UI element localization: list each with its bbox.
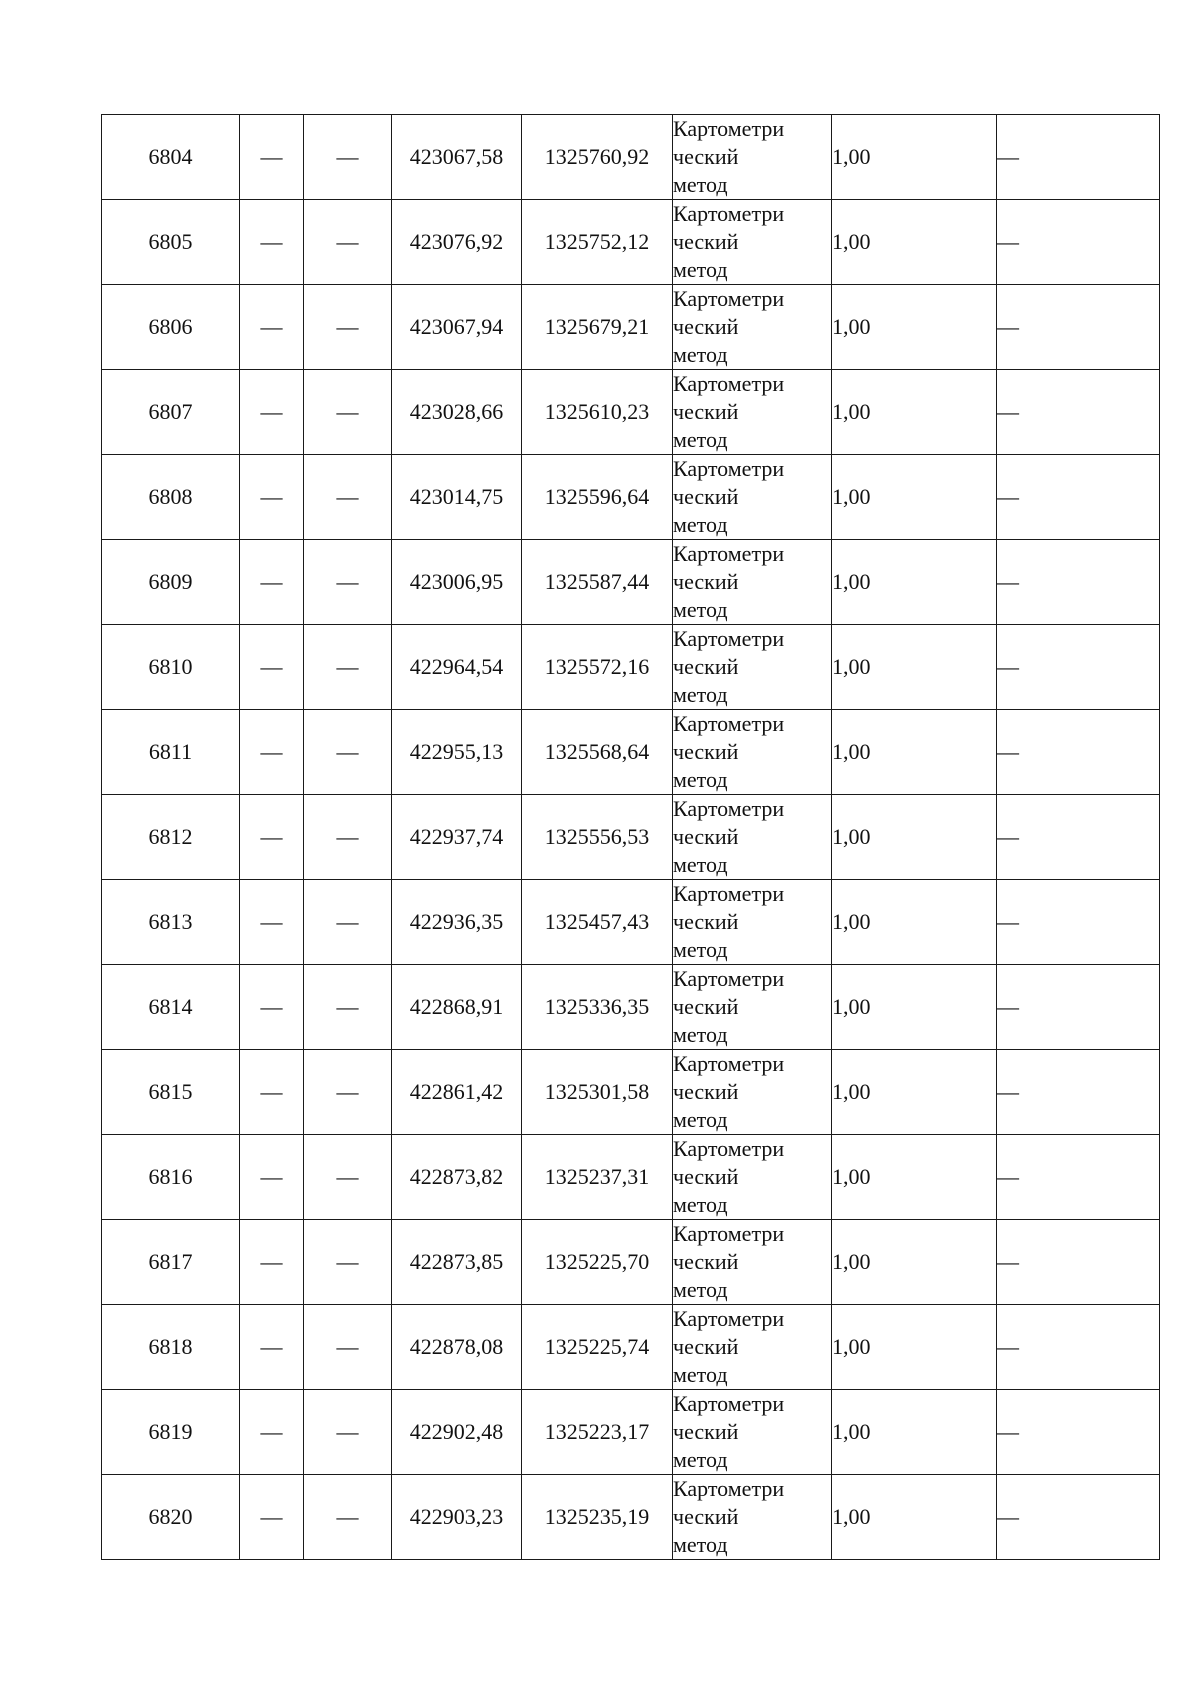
- x-coordinate-cell: 423076,92: [392, 200, 522, 285]
- x-coordinate-cell: 422878,08: [392, 1305, 522, 1390]
- empty-dash-cell: —: [997, 880, 1160, 965]
- empty-dash-cell: —: [304, 1135, 392, 1220]
- x-coordinate-cell: 422873,85: [392, 1220, 522, 1305]
- empty-dash-cell: —: [240, 880, 304, 965]
- accuracy-cell: 1,00: [832, 880, 997, 965]
- method-text: Картометри ческий метод: [673, 1306, 785, 1387]
- method-cell: [673, 880, 832, 965]
- empty-dash-cell: —: [997, 1305, 1160, 1390]
- table-body: [102, 115, 1160, 1560]
- method-cell: [673, 795, 832, 880]
- empty-dash-cell: —: [304, 370, 392, 455]
- point-number-cell: 6804: [102, 115, 240, 200]
- method-cell: [673, 1220, 832, 1305]
- empty-dash-cell: —: [997, 370, 1160, 455]
- empty-dash-cell: —: [997, 625, 1160, 710]
- accuracy-cell: 1,00: [832, 795, 997, 880]
- y-coordinate-cell: 1325572,16: [522, 625, 673, 710]
- empty-dash-cell: —: [997, 285, 1160, 370]
- x-coordinate-cell: 423067,58: [392, 115, 522, 200]
- empty-dash-cell: —: [304, 115, 392, 200]
- empty-dash-cell: —: [304, 455, 392, 540]
- empty-dash-cell: —: [240, 540, 304, 625]
- table-row: [102, 540, 1160, 625]
- point-number-cell: 6816: [102, 1135, 240, 1220]
- table-row: [102, 965, 1160, 1050]
- y-coordinate-cell: 1325225,74: [522, 1305, 673, 1390]
- empty-dash-cell: —: [997, 1220, 1160, 1305]
- empty-dash-cell: —: [240, 200, 304, 285]
- point-number-cell: 6807: [102, 370, 240, 455]
- method-text: Картометри ческий метод: [673, 1051, 785, 1132]
- method-text: Картометри ческий метод: [673, 1476, 785, 1557]
- y-coordinate-cell: 1325752,12: [522, 200, 673, 285]
- table-row: [102, 1050, 1160, 1135]
- point-number-cell: 6818: [102, 1305, 240, 1390]
- empty-dash-cell: —: [997, 115, 1160, 200]
- empty-dash-cell: —: [240, 625, 304, 710]
- method-cell: [673, 1475, 832, 1560]
- point-number-cell: 6805: [102, 200, 240, 285]
- coordinates-table: [101, 114, 1160, 1560]
- x-coordinate-cell: 423067,94: [392, 285, 522, 370]
- table-row: [102, 200, 1160, 285]
- empty-dash-cell: —: [304, 880, 392, 965]
- x-coordinate-cell: 422903,23: [392, 1475, 522, 1560]
- table-row: [102, 370, 1160, 455]
- method-cell: [673, 540, 832, 625]
- y-coordinate-cell: 1325587,44: [522, 540, 673, 625]
- point-number-cell: 6812: [102, 795, 240, 880]
- accuracy-cell: 1,00: [832, 285, 997, 370]
- x-coordinate-cell: 422936,35: [392, 880, 522, 965]
- point-number-cell: 6811: [102, 710, 240, 795]
- empty-dash-cell: —: [997, 1050, 1160, 1135]
- point-number-cell: 6810: [102, 625, 240, 710]
- method-text: Картометри ческий метод: [673, 371, 785, 452]
- empty-dash-cell: —: [304, 1305, 392, 1390]
- y-coordinate-cell: 1325235,19: [522, 1475, 673, 1560]
- table-row: [102, 1475, 1160, 1560]
- method-cell: [673, 1050, 832, 1135]
- empty-dash-cell: —: [997, 455, 1160, 540]
- empty-dash-cell: —: [240, 710, 304, 795]
- empty-dash-cell: —: [240, 965, 304, 1050]
- empty-dash-cell: —: [240, 1390, 304, 1475]
- accuracy-cell: 1,00: [832, 1475, 997, 1560]
- table-row: [102, 455, 1160, 540]
- accuracy-cell: 1,00: [832, 625, 997, 710]
- accuracy-cell: 1,00: [832, 540, 997, 625]
- empty-dash-cell: —: [240, 1475, 304, 1560]
- x-coordinate-cell: 422861,42: [392, 1050, 522, 1135]
- accuracy-cell: 1,00: [832, 1220, 997, 1305]
- y-coordinate-cell: 1325237,31: [522, 1135, 673, 1220]
- method-cell: [673, 455, 832, 540]
- method-cell: [673, 965, 832, 1050]
- x-coordinate-cell: 423028,66: [392, 370, 522, 455]
- x-coordinate-cell: 423014,75: [392, 455, 522, 540]
- empty-dash-cell: —: [304, 1050, 392, 1135]
- method-cell: [673, 285, 832, 370]
- y-coordinate-cell: 1325760,92: [522, 115, 673, 200]
- table-row: [102, 625, 1160, 710]
- empty-dash-cell: —: [240, 1050, 304, 1135]
- table-row: [102, 710, 1160, 795]
- empty-dash-cell: —: [240, 370, 304, 455]
- y-coordinate-cell: 1325301,58: [522, 1050, 673, 1135]
- table-row: [102, 115, 1160, 200]
- accuracy-cell: 1,00: [832, 1135, 997, 1220]
- empty-dash-cell: —: [240, 455, 304, 540]
- empty-dash-cell: —: [240, 1220, 304, 1305]
- point-number-cell: 6819: [102, 1390, 240, 1475]
- method-text: Картометри ческий метод: [673, 116, 785, 197]
- method-text: Картометри ческий метод: [673, 201, 785, 282]
- method-text: Картометри ческий метод: [673, 286, 785, 367]
- empty-dash-cell: —: [997, 795, 1160, 880]
- point-number-cell: 6809: [102, 540, 240, 625]
- y-coordinate-cell: 1325556,53: [522, 795, 673, 880]
- y-coordinate-cell: 1325336,35: [522, 965, 673, 1050]
- accuracy-cell: 1,00: [832, 115, 997, 200]
- table-row: [102, 285, 1160, 370]
- accuracy-cell: 1,00: [832, 1390, 997, 1475]
- empty-dash-cell: —: [304, 965, 392, 1050]
- empty-dash-cell: —: [997, 1135, 1160, 1220]
- point-number-cell: 6813: [102, 880, 240, 965]
- method-text: Картометри ческий метод: [673, 881, 785, 962]
- empty-dash-cell: —: [240, 795, 304, 880]
- empty-dash-cell: —: [304, 795, 392, 880]
- empty-dash-cell: —: [240, 115, 304, 200]
- y-coordinate-cell: 1325568,64: [522, 710, 673, 795]
- empty-dash-cell: —: [304, 1220, 392, 1305]
- method-text: Картометри ческий метод: [673, 1221, 785, 1302]
- empty-dash-cell: —: [304, 710, 392, 795]
- method-cell: [673, 1390, 832, 1475]
- y-coordinate-cell: 1325223,17: [522, 1390, 673, 1475]
- method-cell: [673, 1305, 832, 1390]
- point-number-cell: 6815: [102, 1050, 240, 1135]
- point-number-cell: 6820: [102, 1475, 240, 1560]
- y-coordinate-cell: 1325457,43: [522, 880, 673, 965]
- x-coordinate-cell: 422902,48: [392, 1390, 522, 1475]
- method-text: Картометри ческий метод: [673, 626, 785, 707]
- point-number-cell: 6806: [102, 285, 240, 370]
- accuracy-cell: 1,00: [832, 200, 997, 285]
- table-row: [102, 1220, 1160, 1305]
- method-text: Картометри ческий метод: [673, 711, 785, 792]
- empty-dash-cell: —: [304, 625, 392, 710]
- empty-dash-cell: —: [240, 1305, 304, 1390]
- method-text: Картометри ческий метод: [673, 796, 785, 877]
- method-cell: [673, 200, 832, 285]
- method-cell: [673, 115, 832, 200]
- empty-dash-cell: —: [997, 965, 1160, 1050]
- table-row: [102, 795, 1160, 880]
- accuracy-cell: 1,00: [832, 965, 997, 1050]
- method-text: Картометри ческий метод: [673, 966, 785, 1047]
- point-number-cell: 6814: [102, 965, 240, 1050]
- accuracy-cell: 1,00: [832, 1305, 997, 1390]
- x-coordinate-cell: 423006,95: [392, 540, 522, 625]
- method-text: Картометри ческий метод: [673, 541, 785, 622]
- accuracy-cell: 1,00: [832, 1050, 997, 1135]
- empty-dash-cell: —: [304, 1390, 392, 1475]
- empty-dash-cell: —: [304, 285, 392, 370]
- table-row: [102, 1390, 1160, 1475]
- empty-dash-cell: —: [997, 540, 1160, 625]
- y-coordinate-cell: 1325610,23: [522, 370, 673, 455]
- table-row: [102, 1305, 1160, 1390]
- empty-dash-cell: —: [997, 710, 1160, 795]
- x-coordinate-cell: 422873,82: [392, 1135, 522, 1220]
- empty-dash-cell: —: [240, 285, 304, 370]
- method-cell: [673, 710, 832, 795]
- table-row: [102, 880, 1160, 965]
- accuracy-cell: 1,00: [832, 455, 997, 540]
- point-number-cell: 6817: [102, 1220, 240, 1305]
- y-coordinate-cell: 1325596,64: [522, 455, 673, 540]
- empty-dash-cell: —: [997, 200, 1160, 285]
- y-coordinate-cell: 1325679,21: [522, 285, 673, 370]
- x-coordinate-cell: 422868,91: [392, 965, 522, 1050]
- empty-dash-cell: —: [997, 1390, 1160, 1475]
- method-cell: [673, 1135, 832, 1220]
- accuracy-cell: 1,00: [832, 370, 997, 455]
- method-text: Картометри ческий метод: [673, 456, 785, 537]
- empty-dash-cell: —: [304, 1475, 392, 1560]
- method-text: Картометри ческий метод: [673, 1136, 785, 1217]
- accuracy-cell: 1,00: [832, 710, 997, 795]
- empty-dash-cell: —: [304, 200, 392, 285]
- x-coordinate-cell: 422955,13: [392, 710, 522, 795]
- method-text: Картометри ческий метод: [673, 1391, 785, 1472]
- x-coordinate-cell: 422937,74: [392, 795, 522, 880]
- method-cell: [673, 370, 832, 455]
- y-coordinate-cell: 1325225,70: [522, 1220, 673, 1305]
- empty-dash-cell: —: [304, 540, 392, 625]
- point-number-cell: 6808: [102, 455, 240, 540]
- method-cell: [673, 625, 832, 710]
- x-coordinate-cell: 422964,54: [392, 625, 522, 710]
- table-row: [102, 1135, 1160, 1220]
- empty-dash-cell: —: [240, 1135, 304, 1220]
- empty-dash-cell: —: [997, 1475, 1160, 1560]
